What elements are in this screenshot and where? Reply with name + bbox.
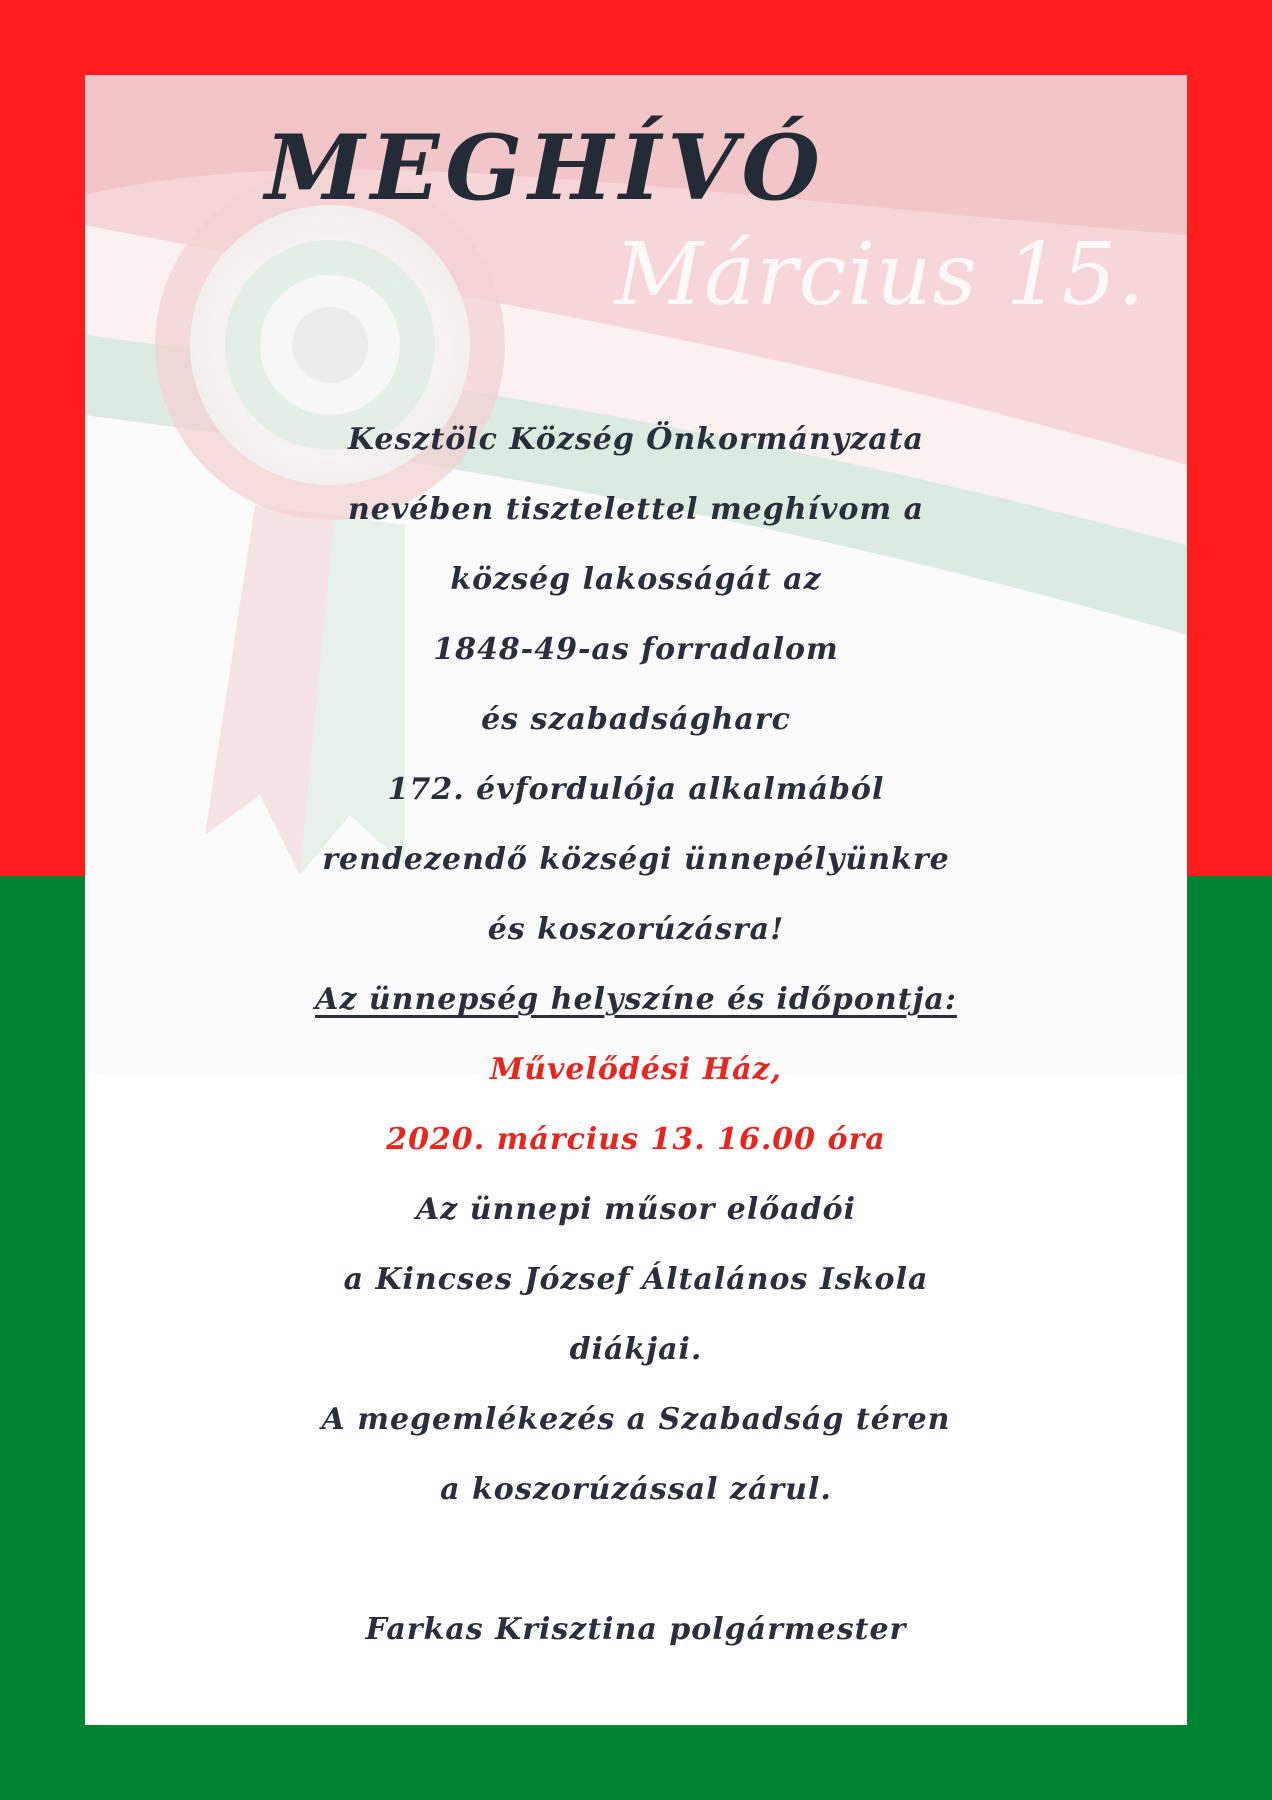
program-line: a Kincses József Általános Iskola	[343, 1262, 929, 1297]
march-15-watermark: Március 15.	[615, 225, 1146, 325]
invitation-line: 172. évfordulója alkalmából	[387, 772, 885, 807]
signature-spacer	[85, 1525, 1187, 1595]
venue-name: Művelődési Ház,	[489, 1052, 782, 1087]
mayor-signature: Farkas Krisztina polgármester	[365, 1612, 907, 1647]
program-line: A megemlékezés a Szabadság téren	[321, 1402, 951, 1437]
program-line: Az ünnepi műsor előadói	[415, 1192, 857, 1227]
invitation-panel	[85, 75, 1187, 1725]
venue-heading: Az ünnepség helyszíne és időpontja:	[315, 982, 957, 1017]
invitation-line: és koszorúzásra!	[487, 912, 785, 947]
invitation-line: nevében tisztelettel meghívom a	[347, 492, 925, 527]
program-line: a koszorúzással zárul.	[440, 1472, 832, 1507]
invitation-line: rendezendő községi ünnepélyünkre	[322, 842, 950, 877]
invitation-line: község lakosságát az	[450, 562, 822, 597]
program-line: diákjai.	[569, 1332, 703, 1367]
event-datetime: 2020. március 13. 16.00 óra	[386, 1122, 886, 1157]
invitation-body	[85, 405, 1187, 1665]
invitation-line: 1848-49-as forradalom	[433, 632, 839, 667]
invitation-line: és szabadságharc	[481, 702, 791, 737]
invitation-line: Kesztölc Község Önkormányzata	[347, 422, 924, 457]
invitation-title: MEGHÍVÓ	[265, 115, 826, 221]
